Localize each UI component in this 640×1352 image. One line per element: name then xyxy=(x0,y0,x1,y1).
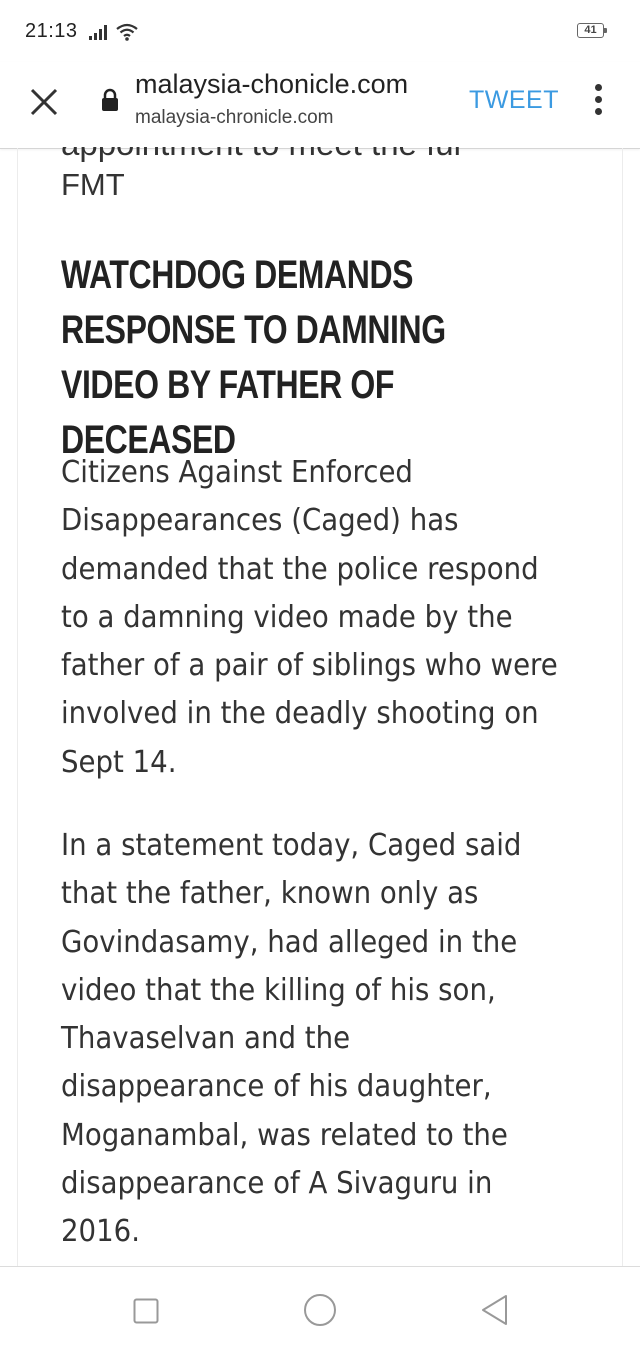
more-menu-button[interactable] xyxy=(588,80,610,120)
article-headline: WATCHDOG DEMANDS RESPONSE TO DAMNING VIDEO BY FATHER OF DECEASED xyxy=(61,253,446,462)
tweet-button[interactable]: TWEET xyxy=(469,86,559,114)
more-vertical-icon-dot xyxy=(595,108,602,115)
close-icon xyxy=(22,80,66,124)
close-button[interactable] xyxy=(22,80,66,124)
custom-tab-toolbar xyxy=(0,62,640,149)
battery-tip xyxy=(604,28,607,33)
status-bar xyxy=(0,0,640,62)
battery-icon: 41 xyxy=(577,23,604,38)
system-nav-bar xyxy=(0,1266,640,1352)
article-source: FMT xyxy=(61,167,125,202)
signal-icon xyxy=(89,24,111,40)
back-triangle-icon[interactable] xyxy=(480,1294,510,1326)
lock-icon xyxy=(100,88,120,112)
home-circle-icon[interactable] xyxy=(303,1293,337,1327)
recents-square-icon[interactable] xyxy=(133,1298,159,1324)
article-paragraph: In a statement today, Caged said that the father, known only as Govindasamy, had alleged in the video that the killing of his son, Thavaselvan and the disappearance of his daughter, Moganambal, was related to the disappearance of A Sivaguru in 2016. xyxy=(61,828,522,1250)
more-vertical-icon xyxy=(595,84,602,91)
site-url: malaysia-chronicle.com xyxy=(135,107,334,128)
wifi-icon xyxy=(115,22,139,42)
article-paragraph: Citizens Against Enforced Disappearances (Caged) has demanded that the police respond to a damning video made by the father of a pair of siblings who were involved in the deadly shooting on Sept 14. xyxy=(61,455,558,780)
more-vertical-icon-dot xyxy=(595,96,602,103)
status-time: 21:13 xyxy=(25,20,78,42)
site-title: malaysia-chonicle.com xyxy=(135,69,409,99)
